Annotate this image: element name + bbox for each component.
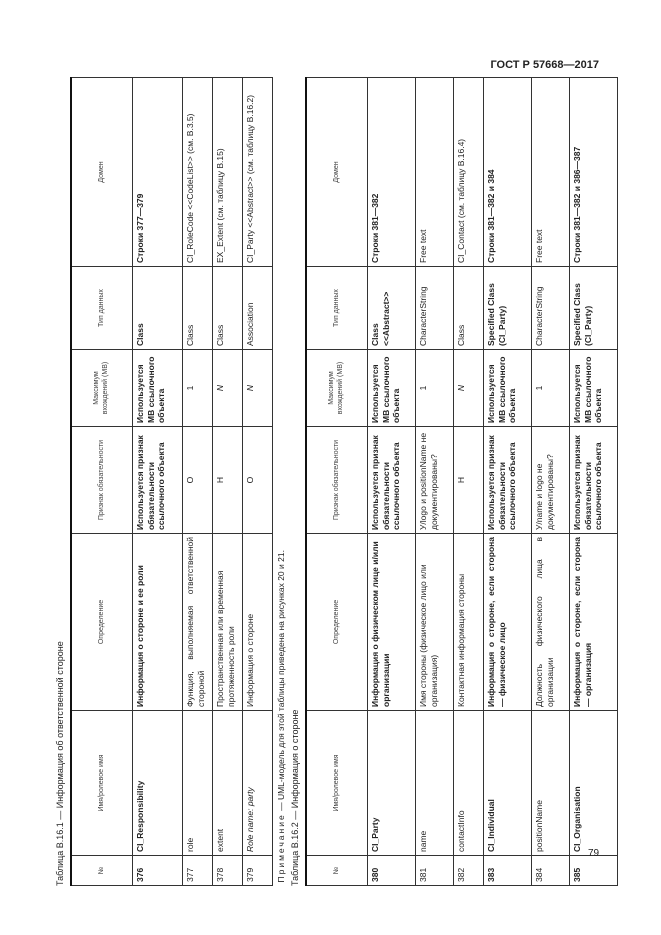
cell-max: Используется МВ ссылочного объекта [570,350,618,427]
table-row [570,78,618,886]
cell-domain: Free text [416,78,454,267]
col-header-domain: Домен [306,78,368,267]
table-row [532,78,570,886]
cell-domain: Free text [532,78,570,267]
table1-header-row [71,78,133,886]
col-header-max: Максимум вхождений (МВ) [306,350,368,427]
cell-max: Используется МВ ссылочного объекта [484,350,532,427]
table-row [133,78,183,886]
cell-type: CharacterString [416,267,454,350]
document-header: ГОСТ Р 57668—2017 [490,59,599,71]
cell-max: 1 [532,350,570,427]
cell-num: 382 [454,856,484,886]
cell-max: 1 [416,350,454,427]
cell-name: CI_Individual [484,711,532,856]
cell-definition: Информация о стороне и ее роли [133,534,183,711]
table1-note [273,78,289,886]
cell-obligation: О [183,427,213,534]
cell-type: CharacterString [532,267,570,350]
table-row [183,78,213,886]
cell-name: name [416,711,454,856]
cell-max: N [454,350,484,427]
cell-domain: Строки 381—382 и 384 [484,78,532,267]
table-row [213,78,243,886]
cell-type: Class [183,267,213,350]
cell-num: 376 [133,856,183,886]
cell-definition: Пространственная или временная протяженность роли [213,534,243,711]
cell-obligation: Используется признак обязательности ссылочного объекта [570,427,618,534]
cell-max: N [213,350,243,427]
col-header-max: Максимум вхождений (МВ) [71,350,133,427]
cell-type: Class [213,267,243,350]
cell-name: CI_Responsibility [133,711,183,856]
col-header-obligation: Признак обязательности [306,427,368,534]
table-row [454,78,484,886]
cell-domain: CI_Contact (см. таблицу В.16.4) [454,78,484,267]
cell-obligation: Используется признак обязательности ссылочного объекта [484,427,532,534]
cell-num: 383 [484,856,532,886]
table-party [305,77,618,886]
cell-name: extent [213,711,243,856]
cell-domain: Строки 381—382 [368,78,416,267]
table2-caption: Таблица В.16.2 — Информация о стороне [290,709,300,886]
cell-definition: Информация о физическом лице и/или организации [368,534,416,711]
col-header-domain: Домен [71,78,133,267]
cell-type: Class <<Abstract>> [368,267,416,350]
cell-type: Class [133,267,183,350]
col-header-definition: Определение [71,534,133,711]
cell-definition: Должность физического лица в организации [532,534,570,711]
cell-name: Role name: party [243,711,273,856]
col-header-name: Имя/ролевое имя [306,711,368,856]
table1-note-row [273,78,289,886]
note-label: Примечание [276,813,286,883]
cell-obligation: У/logo и positionName не документированы? [416,427,454,534]
table1-caption: Таблица В.16.1 — Информация об ответственной стороне [55,641,65,886]
cell-name: CI_Organisation [570,711,618,856]
cell-num: 378 [213,856,243,886]
cell-obligation: Используется признак обязательности ссылочного объекта [368,427,416,534]
cell-num: 384 [532,856,570,886]
cell-type: Class [454,267,484,350]
cell-num: 377 [183,856,213,886]
cell-max: Используется МВ ссылочного объекта [368,350,416,427]
cell-max: N [243,350,273,427]
cell-num: 380 [368,856,416,886]
cell-name: positionName [532,711,570,856]
cell-num: 385 [570,856,618,886]
table-row [416,78,454,886]
cell-definition: Информация о стороне, если сторона — физическое лицо [484,534,532,711]
cell-definition: Имя стороны (физическое лицо или организация) [416,534,454,711]
page-number: 79 [588,848,600,859]
cell-obligation: У/name и logo не документированы? [532,427,570,534]
cell-definition: Функция, выполняемая ответственной стороной [183,534,213,711]
col-header-name: Имя/ролевое имя [71,711,133,856]
cell-domain: CI_RoleCode <<CodeList>> (см. В.3.5) [183,78,213,267]
cell-type: Specified Class (CI_Party) [570,267,618,350]
col-header-type: Тип данных [306,267,368,350]
cell-definition: Контактная информация стороны [454,534,484,711]
table-row [368,78,416,886]
cell-num: 381 [416,856,454,886]
rotated-page-content [50,66,610,886]
table2-header-row [306,78,368,886]
col-header-definition: Определение [306,534,368,711]
table-row [484,78,532,886]
cell-name: CI_Party [368,711,416,856]
cell-type: Specified Class (CI_Party) [484,267,532,350]
cell-name: role [183,711,213,856]
cell-domain: Строки 381—382 и 386—387 [570,78,618,267]
cell-obligation: Н [213,427,243,534]
cell-definition: Информация о стороне, если сторона — организация [570,534,618,711]
cell-obligation: Используется признак обязательности ссылочного объекта [133,427,183,534]
table-responsible-party [70,77,289,886]
cell-num: 379 [243,856,273,886]
cell-obligation: О [243,427,273,534]
cell-obligation: Н [454,427,484,534]
col-header-type: Тип данных [71,267,133,350]
table-row [243,78,273,886]
col-header-num: № [71,856,133,886]
cell-name: contactInfo [454,711,484,856]
cell-domain: EX_Extent (см. таблицу В.15) [213,78,243,267]
cell-domain: CI_Party <<Abstract>> (см. таблицу В.16.2) [243,78,273,267]
cell-type: Association [243,267,273,350]
cell-domain: Строки 377—379 [133,78,183,267]
cell-max: Используется МВ ссылочного объекта [133,350,183,427]
col-header-obligation: Признак обязательности [71,427,133,534]
cell-max: 1 [183,350,213,427]
cell-definition: Информация о стороне [243,534,273,711]
col-header-num: № [306,856,368,886]
note-text: — UML-модель для этой таблицы приведена на рисунках 20 и 21. [276,550,286,811]
